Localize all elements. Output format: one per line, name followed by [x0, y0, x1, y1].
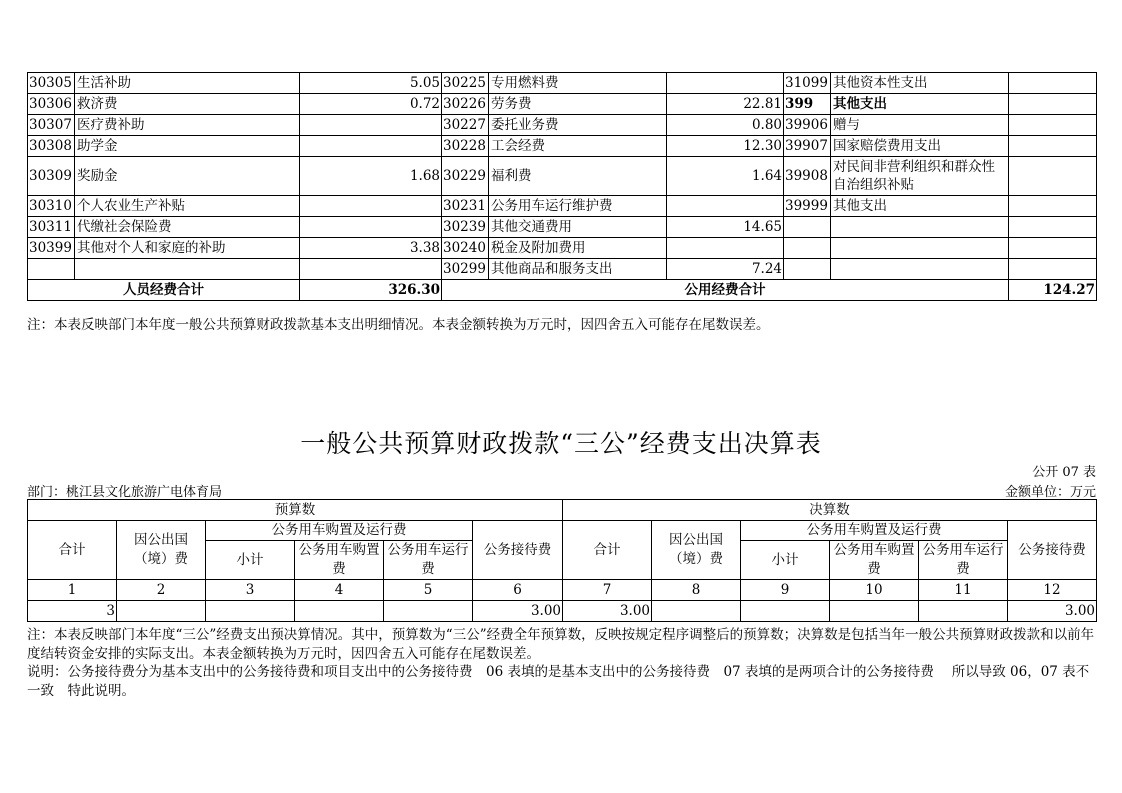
final-total-header: 合计 [563, 521, 652, 580]
column-number-cell: 6 [473, 580, 563, 601]
economic-code-cell [784, 238, 831, 259]
economic-code-cell: 30227 [442, 115, 489, 136]
column-number-cell: 3 [206, 580, 295, 601]
economic-code-cell: 30231 [442, 196, 489, 217]
amount-cell: 1.64 [667, 157, 784, 196]
economic-code-cell: 39906 [784, 115, 831, 136]
item-name-cell: 公务用车运行维护费 [489, 196, 667, 217]
value-row [28, 601, 1097, 622]
economic-code-cell: 30240 [442, 238, 489, 259]
final-reception-header: 公务接待费 [1008, 521, 1097, 580]
amount-cell [1009, 73, 1097, 94]
column-number-cell: 1 [28, 580, 117, 601]
column-number-cell: 8 [652, 580, 741, 601]
economic-code-cell: 30309 [28, 157, 75, 196]
item-name-cell: 税金及附加费用 [489, 238, 667, 259]
budget-vehicle-header: 公务用车购置及运行费 [206, 521, 473, 541]
final-subtotal-header: 小计 [741, 541, 830, 580]
column-number-cell: 5 [384, 580, 473, 601]
table-row [28, 217, 1097, 238]
amount-cell [300, 196, 442, 217]
table-row [28, 73, 1097, 94]
value-cell [117, 601, 206, 622]
column-number-row [28, 580, 1097, 601]
value-cell [919, 601, 1008, 622]
column-number-cell: 9 [741, 580, 830, 601]
amount-cell [1009, 217, 1097, 238]
total-public-label: 公用经费合计 [442, 280, 1009, 301]
economic-code-cell: 30307 [28, 115, 75, 136]
header-row-2 [28, 521, 1097, 541]
basic-expenditure-detail-table [27, 72, 1097, 301]
item-name-cell: 委托业务费 [489, 115, 667, 136]
item-name-cell: 工会经费 [489, 136, 667, 157]
column-number-cell: 11 [919, 580, 1008, 601]
amount-cell [1009, 196, 1097, 217]
economic-code-cell: 30299 [442, 259, 489, 280]
total-row [28, 280, 1097, 301]
amount-cell [1009, 157, 1097, 196]
column-number-cell: 10 [830, 580, 919, 601]
amount-cell [1009, 115, 1097, 136]
value-cell [652, 601, 741, 622]
item-name-cell [75, 259, 300, 280]
economic-code-cell [784, 259, 831, 280]
item-name-cell: 专用燃料费 [489, 73, 667, 94]
table-row [28, 157, 1097, 196]
economic-code-cell: 30225 [442, 73, 489, 94]
final-vehicle-header: 公务用车购置及运行费 [741, 521, 1008, 541]
item-name-cell: 其他商品和服务支出 [489, 259, 667, 280]
column-number-cell: 12 [1008, 580, 1097, 601]
item-name-cell: 助学金 [75, 136, 300, 157]
economic-code-cell: 30229 [442, 157, 489, 196]
item-name-cell: 个人农业生产补贴 [75, 196, 300, 217]
amount-cell: 7.24 [667, 259, 784, 280]
column-number-cell: 4 [295, 580, 384, 601]
economic-code-cell: 30308 [28, 136, 75, 157]
amount-cell [300, 115, 442, 136]
amount-cell: 1.68 [300, 157, 442, 196]
economic-code-cell: 30228 [442, 136, 489, 157]
budget-total-header: 合计 [28, 521, 117, 580]
table-row [28, 94, 1097, 115]
table-code: 公开 07 表 [1032, 465, 1096, 480]
item-name-cell [831, 217, 1009, 238]
amount-cell: 12.30 [667, 136, 784, 157]
amount-cell [1009, 136, 1097, 157]
item-name-cell: 赠与 [831, 115, 1009, 136]
item-name-cell: 生活补助 [75, 73, 300, 94]
value-cell: 3 [28, 601, 117, 622]
item-name-cell: 代缴社会保险费 [75, 217, 300, 238]
item-name-cell: 其他支出 [831, 94, 1009, 115]
economic-code-cell: 30399 [28, 238, 75, 259]
economic-code-cell: 39907 [784, 136, 831, 157]
budget-operation-header: 公务用车运行费 [384, 541, 473, 580]
sangong-note: 注：本表反映部门本年度“三公”经费支出预决算情况。其中，预算数为“三公”经费全年预算数，反映按规定程序调整后的预算数；决算数是包括当年一般公共预算财政拨款和以前年度结转资金安排的实际支出。本表金额转换为万元时，因四舍五入可能存在尾数误差。 [27, 627, 1095, 662]
amount-cell: 22.81 [667, 94, 784, 115]
amount-cell [300, 259, 442, 280]
total-personnel-label: 人员经费合计 [28, 280, 300, 301]
table-row [28, 259, 1097, 280]
economic-code-cell: 30239 [442, 217, 489, 238]
item-name-cell: 救济费 [75, 94, 300, 115]
economic-code-cell: 39908 [784, 157, 831, 196]
economic-code-cell: 30311 [28, 217, 75, 238]
economic-code-cell [28, 259, 75, 280]
table-row [28, 238, 1097, 259]
amount-cell: 0.72 [300, 94, 442, 115]
table-row [28, 115, 1097, 136]
final-abroad-header: 因公出国（境）费 [652, 521, 741, 580]
economic-code-cell: 39999 [784, 196, 831, 217]
sangong-expenditure-table [27, 499, 1097, 622]
amount-cell [1009, 238, 1097, 259]
amount-cell [667, 196, 784, 217]
amount-cell [667, 73, 784, 94]
item-name-cell: 对民间非营利组织和群众性自治组织补贴 [831, 157, 1009, 196]
final-purchase-header: 公务用车购置费 [830, 541, 919, 580]
item-name-cell: 劳务费 [489, 94, 667, 115]
value-cell: 3.00 [473, 601, 563, 622]
economic-code-cell: 399 [784, 94, 831, 115]
total-public-value: 124.27 [1009, 280, 1097, 301]
economic-code-cell [784, 217, 831, 238]
value-cell [384, 601, 473, 622]
amount-cell [300, 217, 442, 238]
item-name-cell: 其他资本性支出 [831, 73, 1009, 94]
final-header: 决算数 [563, 500, 1097, 521]
amount-unit-label: 金额单位：万元 [1004, 485, 1096, 500]
detail-table-body [28, 73, 1097, 280]
amount-cell: 0.80 [667, 115, 784, 136]
item-name-cell: 其他对个人和家庭的补助 [75, 238, 300, 259]
amount-cell [1009, 94, 1097, 115]
value-cell [830, 601, 919, 622]
total-personnel-value: 326.30 [300, 280, 442, 301]
budget-reception-header: 公务接待费 [473, 521, 563, 580]
header-row-1 [28, 500, 1097, 521]
department-label: 部门：桃江县文化旅游广电体育局 [27, 485, 223, 500]
budget-subtotal-header: 小计 [206, 541, 295, 580]
economic-code-cell: 30226 [442, 94, 489, 115]
value-cell [741, 601, 830, 622]
detail-table-note: 注：本表反映部门本年度一般公共预算财政拨款基本支出明细情况。本表金额转换为万元时，因四舍五入可能存在尾数误差。 [27, 317, 770, 333]
sangong-explanation: 说明：公务接待费分为基本支出中的公务接待费和项目支出中的公务接待费 06 表填的是基本支出中的公务接待费 07 表填的是两项合计的公务接待费 所以导致 06，07 表不一致 特此说明。 [27, 664, 1090, 699]
item-name-cell: 医疗费补助 [75, 115, 300, 136]
amount-cell [667, 238, 784, 259]
economic-code-cell: 30305 [28, 73, 75, 94]
item-name-cell: 国家赔偿费用支出 [831, 136, 1009, 157]
value-cell: 3.00 [563, 601, 652, 622]
budget-abroad-header: 因公出国（境）费 [117, 521, 206, 580]
item-name-cell [831, 259, 1009, 280]
item-name-cell: 福利费 [489, 157, 667, 196]
economic-code-cell: 30310 [28, 196, 75, 217]
item-name-cell: 其他支出 [831, 196, 1009, 217]
value-cell [206, 601, 295, 622]
economic-code-cell: 30306 [28, 94, 75, 115]
column-number-cell: 2 [117, 580, 206, 601]
column-number-cell: 7 [563, 580, 652, 601]
amount-cell [1009, 259, 1097, 280]
item-name-cell: 其他交通费用 [489, 217, 667, 238]
final-operation-header: 公务用车运行费 [919, 541, 1008, 580]
item-name-cell: 奖励金 [75, 157, 300, 196]
amount-cell: 3.38 [300, 238, 442, 259]
amount-cell [300, 136, 442, 157]
table-row [28, 196, 1097, 217]
amount-cell: 14.65 [667, 217, 784, 238]
economic-code-cell: 31099 [784, 73, 831, 94]
budget-purchase-header: 公务用车购置费 [295, 541, 384, 580]
value-cell [295, 601, 384, 622]
item-name-cell [831, 238, 1009, 259]
budget-header: 预算数 [28, 500, 563, 521]
table-row [28, 136, 1097, 157]
value-cell: 3.00 [1008, 601, 1097, 622]
amount-cell: 5.05 [300, 73, 442, 94]
page-title: 一般公共预算财政拨款“三公”经费支出决算表 [300, 429, 822, 458]
